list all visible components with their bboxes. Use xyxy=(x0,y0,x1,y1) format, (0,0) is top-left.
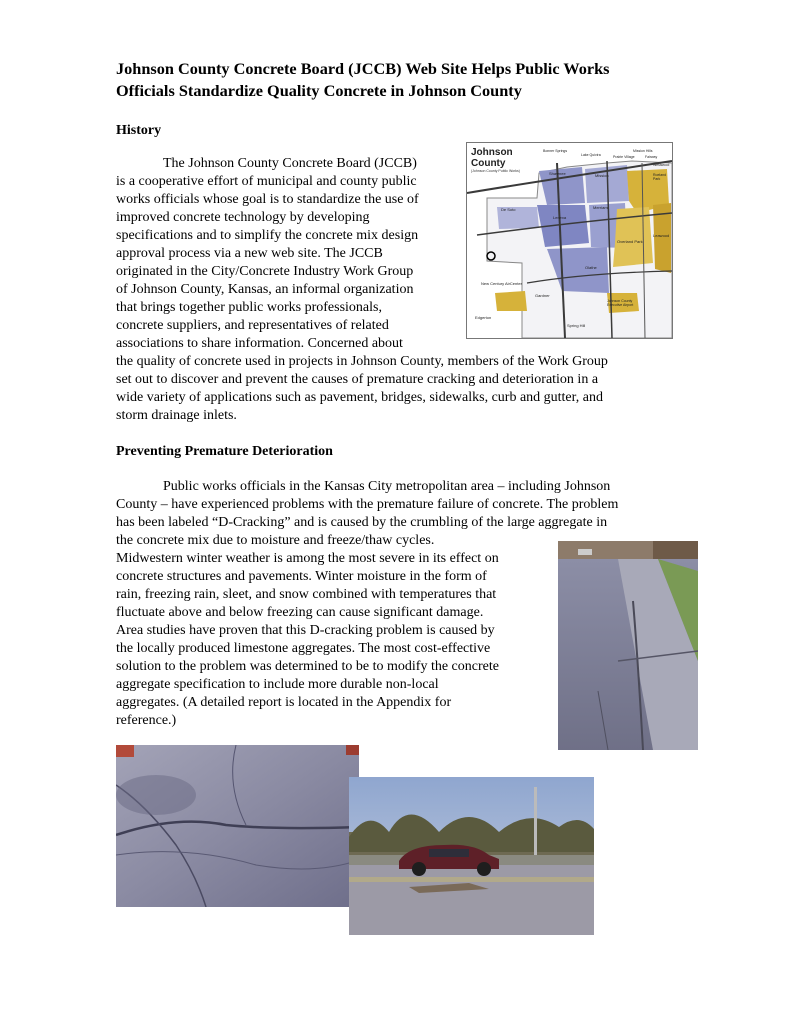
text-line: aggregate specification to include more durable non-local xyxy=(116,677,439,693)
text-line: Area studies have proven that this D-cracking problem is caused by xyxy=(116,623,495,639)
text-line: fluctuate above and below freezing can cause significant damage. xyxy=(116,605,484,621)
text-line: works officials whose goal is to standardize the use of xyxy=(116,192,419,208)
text-line: wide variety of applications such as pavement, bridges, sidewalks, curb and gutter, and xyxy=(116,390,603,406)
map-subtitle: (Johnson County Public Works) xyxy=(471,169,520,173)
text-line: set out to discover and prevent the causes of premature cracking and deterioration in a xyxy=(116,372,599,388)
text-line: concrete suppliers, and representatives of related xyxy=(116,318,389,334)
text-line: of Johnson County, Kansas, an informal organization xyxy=(116,282,414,298)
text-line: the concrete mix due to moisture and freeze/thaw cycles. xyxy=(116,533,435,549)
map-city-label: Edgerton xyxy=(475,315,492,320)
map-city-label: De Soto xyxy=(501,207,516,212)
map-title-line-2: County xyxy=(471,158,506,169)
map-city-label: Lenexa xyxy=(553,215,567,220)
map-city-label: Lake Quivira xyxy=(581,153,601,157)
map-city-label: Mission xyxy=(595,173,609,178)
map-title-line-1: Johnson xyxy=(471,147,513,158)
text-line: approval process via a new web site. The JCCB xyxy=(116,246,383,262)
deterioration-paragraph-narrow xyxy=(116,550,552,730)
map-city-label: Overland Park xyxy=(617,239,643,244)
text-line: has been labeled “D-Cracking” and is caused by the crumbling of the large aggregate in xyxy=(116,515,608,531)
johnson-county-map xyxy=(466,142,673,339)
text-line: concrete structures and pavements. Winter moisture in the form of xyxy=(116,569,487,585)
curb-sidewalk-photo xyxy=(558,541,698,750)
text-line: that brings together public works professionals, xyxy=(116,300,382,316)
text-line: specifications and to simplify the concrete mix design xyxy=(116,228,419,244)
map-city-label: Fairway xyxy=(645,155,658,159)
history-paragraph-narrow xyxy=(116,155,461,354)
text-line: associations to share information. Concerned about xyxy=(116,336,403,352)
map-city-label: New Century AirCenter xyxy=(481,281,522,286)
text-line: improved concrete technology by developing xyxy=(116,210,370,226)
text-line: The Johnson County Concrete Board (JCCB) xyxy=(163,156,417,171)
street-car-photo xyxy=(349,777,594,935)
map-city-label: Mission Hills xyxy=(633,149,653,153)
text-line: the quality of concrete used in projects in Johnson County, members of the Work Group xyxy=(116,354,608,369)
map-city-label: Olathe xyxy=(585,265,597,270)
map-city-label: Spring Hill xyxy=(567,323,586,328)
map-city-label: Gardner xyxy=(535,293,550,298)
deterioration-heading: Preventing Premature Deterioration xyxy=(116,444,333,459)
map-city-label: Prairie Village xyxy=(613,155,635,159)
text-line: Public works officials in the Kansas City metropolitan area – including Johnson xyxy=(163,479,611,494)
text-line: solution to the problem was determined to be to modify the concrete xyxy=(116,659,499,675)
map-title xyxy=(471,147,513,169)
text-line: is a cooperative effort of municipal and county public xyxy=(116,174,417,190)
title-line-2: Officials Standardize Quality Concrete in Johnson County xyxy=(116,81,522,100)
map-city-label: Leawood xyxy=(653,233,670,238)
deterioration-paragraph-wide xyxy=(116,478,686,550)
text-line: the locally produced limestone aggregates. The most cost-effective xyxy=(116,641,491,657)
map-city-label: Roeland Park xyxy=(653,173,667,181)
cracked-pavement-photo xyxy=(116,745,359,907)
map-city-label: Shawnee xyxy=(549,171,566,176)
history-heading: History xyxy=(116,123,162,138)
map-city-label: Merriam xyxy=(593,205,608,210)
history-paragraph-wide xyxy=(116,353,686,425)
map-city-label: Bonner Springs xyxy=(543,149,568,153)
map-city-label: Westwood xyxy=(653,163,670,167)
map-city-label: Johnson County Executive Airport xyxy=(607,299,634,307)
text-line: Midwestern winter weather is among the most severe in its effect on xyxy=(116,551,499,566)
text-line: rain, freezing rain, sleet, and snow combined with temperatures that xyxy=(116,587,497,603)
title-line-1: Johnson County Concrete Board (JCCB) Web Site Helps Public Works xyxy=(116,59,610,78)
text-line: reference.) xyxy=(116,713,177,729)
text-line: County – have experienced problems with the premature failure of concrete. The problem xyxy=(116,497,619,513)
text-line: originated in the City/Concrete Industry Work Group xyxy=(116,264,414,280)
text-line: aggregates. (A detailed report is located in the Appendix for xyxy=(116,695,452,711)
document-title xyxy=(116,58,716,102)
text-line: storm drainage inlets. xyxy=(116,408,237,424)
